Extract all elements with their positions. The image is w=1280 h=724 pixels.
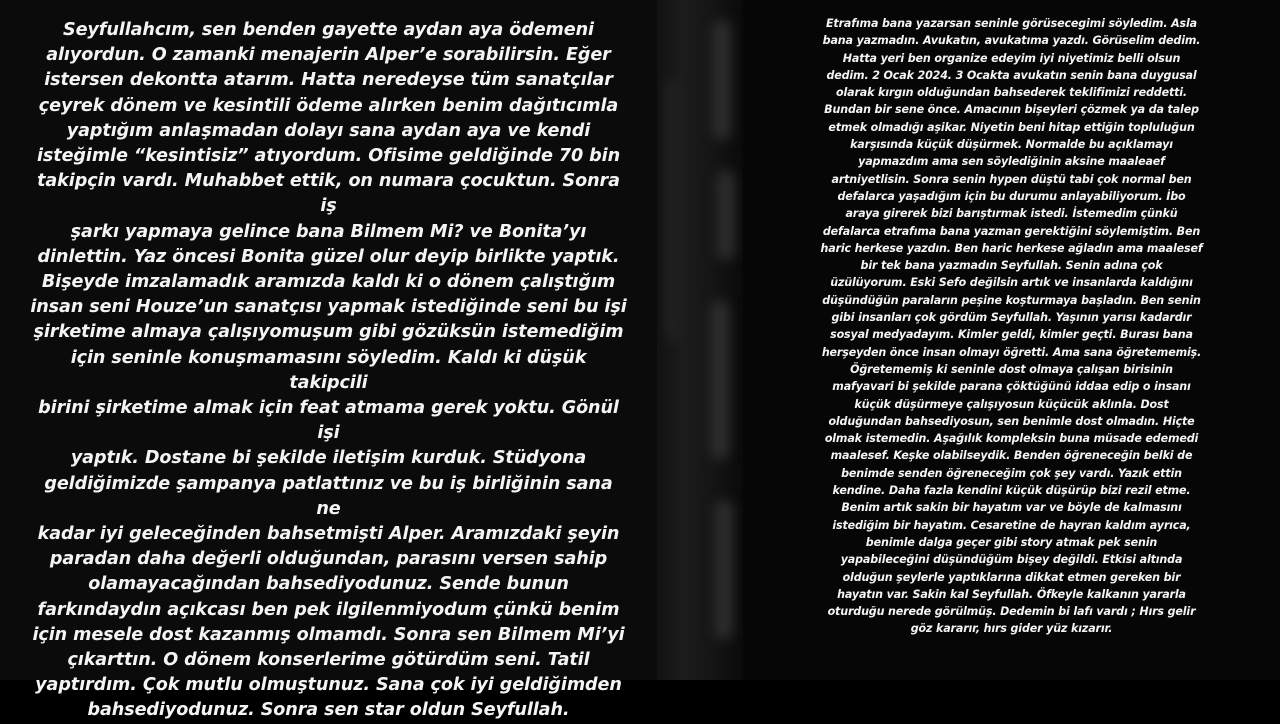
right-story-text: Etrafıma bana yazarsan seninle görüsecegimi söyledim. Asla bana yazmadın. Avukatın, avukatıma yazdı. Görüselim dedim. Hatta yeri ben organize edeyim iyi niyetimiz belli olsun dedim. 2 Ocak 2024. 3 Ocakta avukatın senin bana duygusal olarak kırgın olduğundan bahsederek teklifimizi reddetti. Bundan bir sene önce. Amacının bişeyleri çözmek ya da talep etmek olmadığı aşikar. Niyetin beni hitap ettiğin topluluğun karşısında küçük düşürmek. Normalde bu açıklamayı yapmazdım ama sen söylediğinin aksine maaleaef artniyetlisin. Sonra senin hypen düştü tabi çok normal ben defalarca yaşadığım için bu durumu anlayabiliyorum. İbo araya girerek bizi barıştırmak istedi. İstemedim çünkü defalarca etrafıma bana yazman gerektiğini söylemiştim. Ben haric herkese yazdın. Ben haric herkese ağladın ama maalesef bir tek bana yazmadın Seyfullah. Senin adına çok üzülüyorum. Eski Sefo değilsin artık ve insanlarda kaldığını düşündüğün paraların peşine koşturmaya başladın. Ben senin gibi insanları çok gördüm Seyfullah. Yaşının yarısı kadardır sosyal medyadayım. Kimler geldi, kimler geçti. Burası bana herşeyden önce insan olmayı öğretti. Ama sana öğretememiş. Öğretememiş ki seninle dost olmaya çalışan birisinin mafyavari bi şekilde parana çöktüğünü iddaa edip o insanı küçük düşürmeye çalışıyosun küçücük aklınla. Dost olduğundan bahsediyosun, sen benimle dost olmadın. Hiçte olmak istemedin. Aşağılık kompleksin buna müsade edemedi maalesef. Keşke olabilseydik. Benden öğreneceğin belki de benimde senden öğreneceğim çok şey vardı. Yazık ettin kendine. Daha fazla kendini küçük düşürüp bizi rezil etme. Benim artık sakin bir hayatım var ve böyle de kalmasını istediğim bir hayatım. Cesaretine de hayran kaldım ayrıca, benimle dalga geçer gibi story atmak pek senin yapabileceğini düşündüğüm bişey değildi. Etkisi altında olduğun şeylerle yaptıklarına dikkat etmen gereken bir hayatın var. Sakin kal Seyfullah. Öfkeyle kalkanın yararla oturduğu nerede görülmüş. Dedemin bi lafı vardı ; Hırs gelir göz kararır, hırs gider yüz kızarır. [820, 17, 1203, 636]
blurred-text-streak [711, 300, 729, 460]
right-story-panel [743, 0, 1280, 680]
blurred-text-streak [667, 80, 677, 340]
blurred-text-streak [713, 20, 731, 140]
blurred-divider-strip [657, 0, 743, 680]
blurred-text-streak [717, 170, 735, 260]
blurred-text-streak [715, 500, 733, 640]
left-story-text: Seyfullahcım, sen benden gayette aydan aya ödemeni alıyordun. O zamanki menajerin Alper’e sorabilirsin. Eğer istersen dekontta atarım. Hatta neredeyse tüm sanatçılar çeyrek dönem ve kesintili ödeme alırken benim dağıtıcımla yaptığım anlaşmadan dolayı sana aydan aya ve kendi isteğimle “kesintisiz” atıyordum. Ofisime geldiğinde 70 bin takipçin vardı. Muhabbet ettik, on numara çocuktun. Sonra iş şarkı yapmaya gelince bana Bilmem Mi? ve Bonita’yı dinlettin. Yaz öncesi Bonita güzel olur deyip birlikte yaptık. Bişeyde imzalamadık aramızda kaldı ki o dönem çalıştığım insan seni Houze’un sanatçısı yapmak istediğinde seni bu işi şirketime almaya çalışıyomuşum gibi gözüksün istemediğim için seninle konuşmamasını söyledim. Kaldı ki düşük takipcili birini şirketime almak için feat atmama gerek yoktu. Gönül işi yaptık. Dostane bi şekilde iletişim kurduk. Stüdyona geldiğimizde şampanya patlattınız ve bu iş birliğinin sana ne kadar iyi geleceğinden bahsetmişti Alper. Aramızdaki şeyin paradan daha değerli olduğundan, parasını versen sahip olamayacağından bahsediyodunuz. Sende bunun farkındaydın açıkcası ben pek ilgilenmiyodum çünkü benim için mesele dost kazanmış olmamdı. Sonra sen Bilmem Mi’yi çıkarttın. O dönem konserlerime götürdüm seni. Tatil yaptırdım. Çok mutlu olmuştunuz. Sana çok iyi geldiğimden bahsediyodunuz. Sonra sen star oldun Seyfullah. [30, 20, 627, 721]
